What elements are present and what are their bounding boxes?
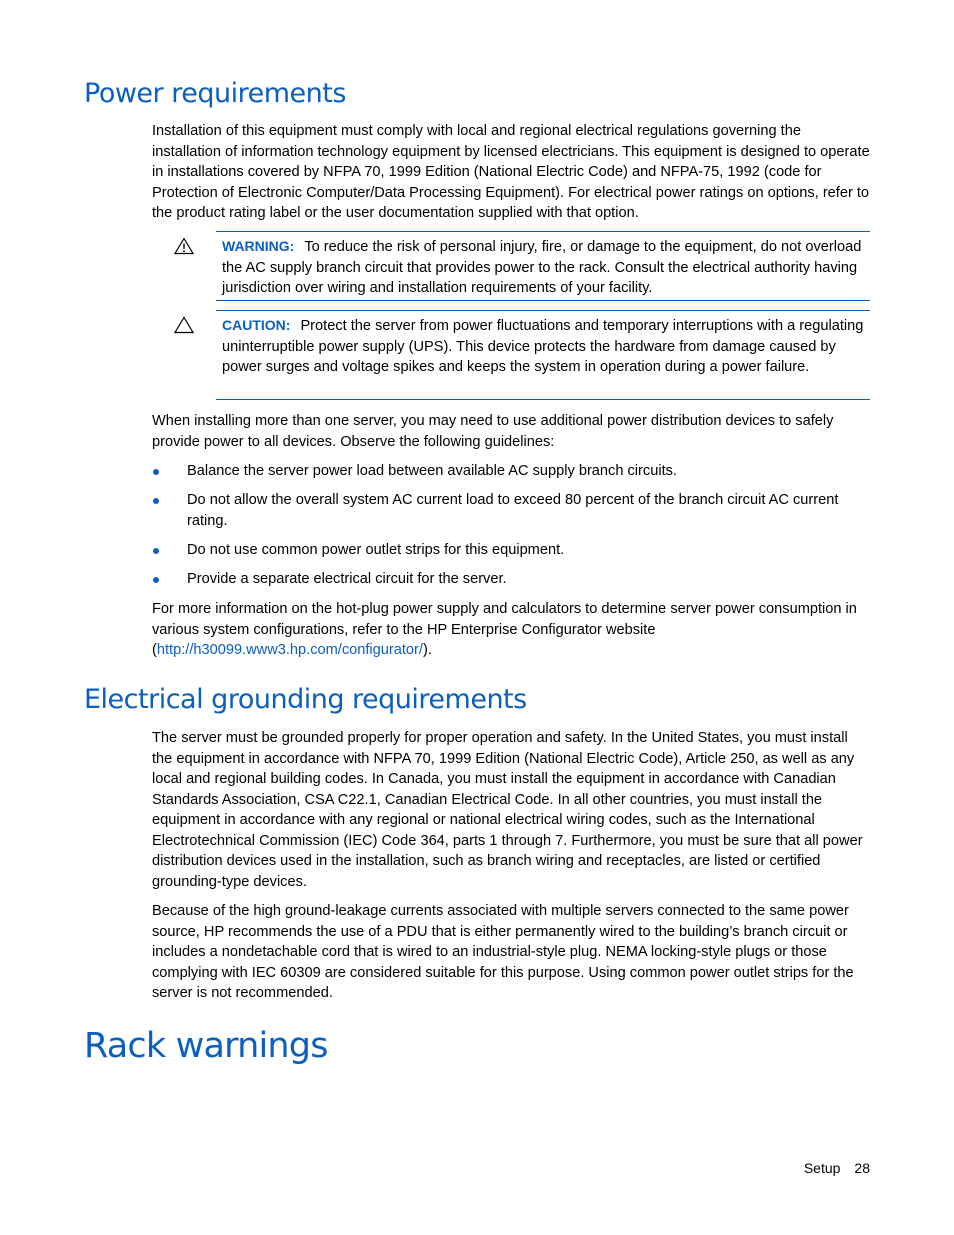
- bullet-icon: [153, 577, 159, 583]
- caution-note: [216, 310, 870, 400]
- power-requirements-heading: Power requirements: [84, 78, 346, 109]
- bullet-icon: [153, 498, 159, 504]
- page-footer: [700, 1158, 870, 1178]
- grounding-paragraph-2: Because of the high ground-leakage currents associated with multiple servers connected to the same power source, HP recommends the use of a PDU that is either permanently wired to the building’s branch circuit or includes a nondetachable cord that is wired to an industrial-style plug. NEMA locking-style plugs or those complying with IEC 60309 are considered suitable for this purpose. Using common power outlet strips for the server is not recommended.: [152, 903, 854, 1001]
- warning-triangle-icon: [174, 237, 194, 255]
- caution-label: CAUTION:: [222, 317, 291, 333]
- grounding-paragraph-1: The server must be grounded properly for proper operation and safety. In the United States, you must install the equipment in accordance with NFPA 70, 1999 Edition (National Electric Code), Article 250, as well as any local and regional building codes. In Canada, you must install the equipment in accordance with Canadian Standards Association, CSA C22.1, Canadian Electrical Code. In all other countries, you must install the equipment in accordance with any regional or national electrical wiring codes, such as the International Electrotechnical Commission (IEC) Code 364, parts 1 through 7. Furthermore, you must be sure that all power distribution devices used in the installation, such as branch wiring and receptacles, are listed or certified grounding-type devices.: [152, 730, 863, 890]
- warning-text: To reduce the risk of personal injury, fire, or damage to the equipment, do not overload the AC supply branch circuit that provides power to the rack. Consult the electrical authority having jurisdiction over wiring and installation requirements of your facility.: [222, 239, 862, 296]
- bullet-icon: [153, 469, 159, 475]
- warning-note: [216, 231, 870, 301]
- caution-text: Protect the server from power fluctuations and temporary interruptions with a regulating uninterruptible power supply (UPS). This device protects the hardware from damage caused by power surges and voltage spikes and keeps the system in operation during a power failure.: [222, 318, 864, 375]
- configurator-link[interactable]: http://h30099.www3.hp.com/configurator/: [156, 642, 423, 658]
- page-number: 28: [854, 1160, 870, 1176]
- caution-text-block: [216, 311, 870, 381]
- guidelines-intro-paragraph: When installing more than one server, you may need to use additional power distribution devices to safely provide power to all devices. Observe the following guidelines:: [152, 413, 834, 450]
- caution-triangle-icon: [174, 316, 194, 334]
- footer-section: Setup: [803, 1160, 841, 1176]
- warning-label: WARNING:: [222, 238, 295, 254]
- bullet-icon: [153, 548, 159, 554]
- power-intro-paragraph: Installation of this equipment must comply with local and regional electrical regulations governing the installation of information technology equipment by licensed electricians. This equipment is designed to operate in installations covered by NFPA 70, 1999 Edition (National Electric Code) and NFPA-75, 1992 (code for Protection of Electronic Computer/Data Processing Equipment). For electrical power ratings on options, refer to the product rating label or the user documentation supplied with that option.: [152, 123, 870, 221]
- rack-warnings-heading: Rack warnings: [84, 1026, 328, 1066]
- grounding-heading: Electrical grounding requirements: [84, 684, 527, 715]
- more-info-paragraph: For more information on the hot-plug power supply and calculators to determine server power consumption in various system configurations, refer to the HP Enterprise Configurator website (http://h30099.www3.hp.com/configurator/).: [152, 601, 857, 658]
- list-item: Do not allow the overall system AC current load to exceed 80 percent of the branch circuit AC current rating.: [152, 490, 872, 531]
- list-item: Provide a separate electrical circuit for the server.: [152, 569, 872, 590]
- guidelines-list: [152, 461, 872, 598]
- list-item: Balance the server power load between available AC supply branch circuits.: [152, 461, 872, 482]
- warning-text-block: [216, 232, 870, 302]
- list-item: Do not use common power outlet strips for this equipment.: [152, 540, 872, 561]
